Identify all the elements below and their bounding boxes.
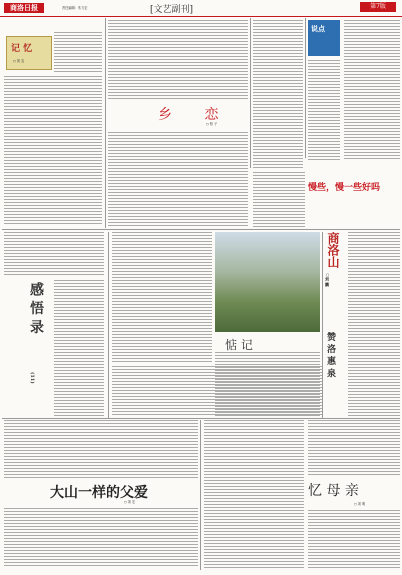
text-block-center bbox=[112, 232, 212, 362]
editor-line: 责任编辑：朱力宏 bbox=[62, 6, 88, 10]
paper-logo: 商洛日报 bbox=[4, 3, 44, 13]
article-memory-author: ○ 刘 宝 bbox=[13, 59, 25, 63]
article-father-author: ○ 刘 宏 bbox=[124, 500, 136, 504]
article-insight-title: 感 悟 录 bbox=[28, 282, 44, 334]
article-mountain-heading: 商洛山 bbox=[326, 232, 340, 268]
article-homeland-title: 乡 恋 bbox=[158, 107, 233, 123]
article-memory-badge bbox=[6, 36, 52, 70]
article-spring bbox=[324, 332, 346, 416]
article-missing bbox=[215, 336, 320, 416]
article-spring-title: 赞 洛 惠 泉 bbox=[325, 332, 335, 378]
article-missing-title: 惦 记 bbox=[225, 338, 253, 352]
article-homeland bbox=[108, 20, 248, 227]
article-memory-title: 记 忆 bbox=[11, 44, 33, 54]
article-mother bbox=[204, 420, 400, 570]
section-title: [文艺副刊] bbox=[150, 5, 194, 15]
ad-box bbox=[308, 20, 340, 56]
article-mother-title: 忆 母 亲 bbox=[308, 483, 359, 499]
masthead bbox=[0, 0, 402, 17]
ad-title: 说点 bbox=[311, 24, 325, 33]
article-memory bbox=[4, 20, 104, 227]
article-mother-author: ○ 刘 明 bbox=[354, 502, 366, 506]
article-insight-number: (11) bbox=[29, 372, 35, 384]
article-slow-title: 慢些，慢一些好吗 bbox=[308, 183, 381, 193]
text-block-right bbox=[344, 20, 400, 160]
text-block-mid bbox=[253, 20, 303, 168]
article-father bbox=[4, 420, 198, 570]
article-mountain-author: ○刘 鹏 bbox=[325, 272, 330, 287]
article-father-title: 大山一样的父爱 bbox=[50, 485, 148, 501]
article-insight bbox=[4, 232, 106, 418]
page-number: 第7版 bbox=[360, 2, 396, 12]
landscape-photo bbox=[215, 232, 320, 332]
article-homeland-author: ○ 柏 子 bbox=[206, 122, 218, 126]
article-mountain-title bbox=[325, 232, 345, 286]
